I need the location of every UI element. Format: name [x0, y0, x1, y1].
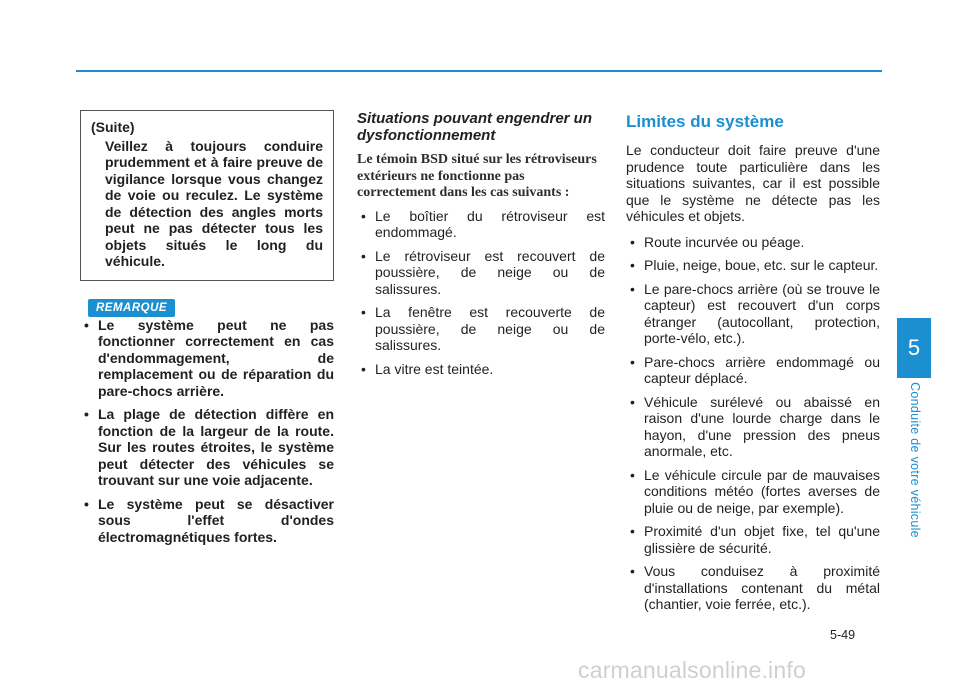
limits-list — [626, 234, 880, 613]
list-item: • Le rétroviseur est recouvert de poussière, de neige ou de salissures. — [357, 248, 605, 298]
header-rule — [76, 70, 882, 72]
section-subheading: Situations pouvant engendrer un dysfonctionnement — [357, 110, 593, 144]
watermark: carmanualsonline.info — [578, 657, 806, 683]
list-item: • Pare-chocs arrière endommagé ou capteur déplacé. — [626, 354, 880, 387]
note-continued-label: (Suite) — [91, 119, 135, 135]
list-item: • La vitre est teintée. — [357, 361, 605, 378]
list-item: • La fenêtre est recouverte de poussière, de neige ou de salissures. — [357, 304, 605, 354]
note-text: Veillez à toujours conduire prudemment et à faire preuve de vigilance lorsque vous changez de voie ou reculez. Le système de détection des angles morts peut ne pas détecter tous les objets situés le long du véhicule. — [105, 137, 323, 269]
list-item: • Pluie, neige, boue, etc. sur le capteur. — [626, 257, 880, 274]
list-item: • Le boîtier du rétroviseur est endommagé. — [357, 208, 605, 241]
chapter-number: 5 — [907, 335, 921, 360]
column-3 — [626, 110, 880, 620]
remark-badge: REMARQUE — [88, 299, 175, 317]
list-item: • Le pare-chocs arrière (où se trouve le capteur) est recouvert d'un corps étranger (autocollant, protection, porte-vélo, etc.). — [626, 281, 880, 347]
bsd-lead-text: Le témoin BSD situé sur les rétroviseurs extérieurs ne fonctionne pas correctement dans les cas suivants : — [357, 152, 597, 200]
list-item: • Proximité d'un objet fixe, tel qu'une glissière de sécurité. — [626, 523, 880, 556]
page-number: 5-49 — [830, 628, 856, 642]
section-heading: Limites du système — [626, 112, 784, 131]
malfunction-list — [357, 208, 605, 378]
column-2 — [357, 110, 605, 384]
list-item: • Véhicule surélevé ou abaissé en raison d'une lourde charge dans le hayon, d'une pression des pneus anormale, etc. — [626, 394, 880, 460]
list-item: • Le véhicule circule par de mauvaises conditions météo (fortes averses de pluie ou de neige, par exemple). — [626, 467, 880, 517]
note-box — [80, 110, 334, 281]
column-1 — [80, 110, 334, 552]
intro-paragraph: Le conducteur doit faire preuve d'une prudence toute particulière dans les situations suivantes, car il est possible que le système ne détecte pas les véhicules et objets. — [626, 142, 880, 224]
list-item: • Vous conduisez à proximité d'installations contenant du métal (chantier, voie ferrée, etc.). — [626, 563, 880, 613]
chapter-title: Conduite de votre véhicule — [908, 382, 922, 538]
list-item: • La plage de détection diffère en fonction de la largeur de la route. Sur les routes étroites, le système peut détecter des véhicules se trouvant sur une voie adjacente. — [80, 406, 334, 489]
list-item: • Route incurvée ou péage. — [626, 234, 880, 251]
list-item: • Le système peut se désactiver sous l'effet d'ondes électromagnétiques fortes. — [80, 496, 334, 546]
list-item: • Le système peut ne pas fonctionner correctement en cas d'endommagement, de remplacement ou de réparation du pare-chocs arrière. — [80, 317, 334, 400]
chapter-tab[interactable] — [897, 318, 931, 378]
remark-list — [80, 317, 334, 546]
chapter-title-vertical — [900, 370, 930, 550]
